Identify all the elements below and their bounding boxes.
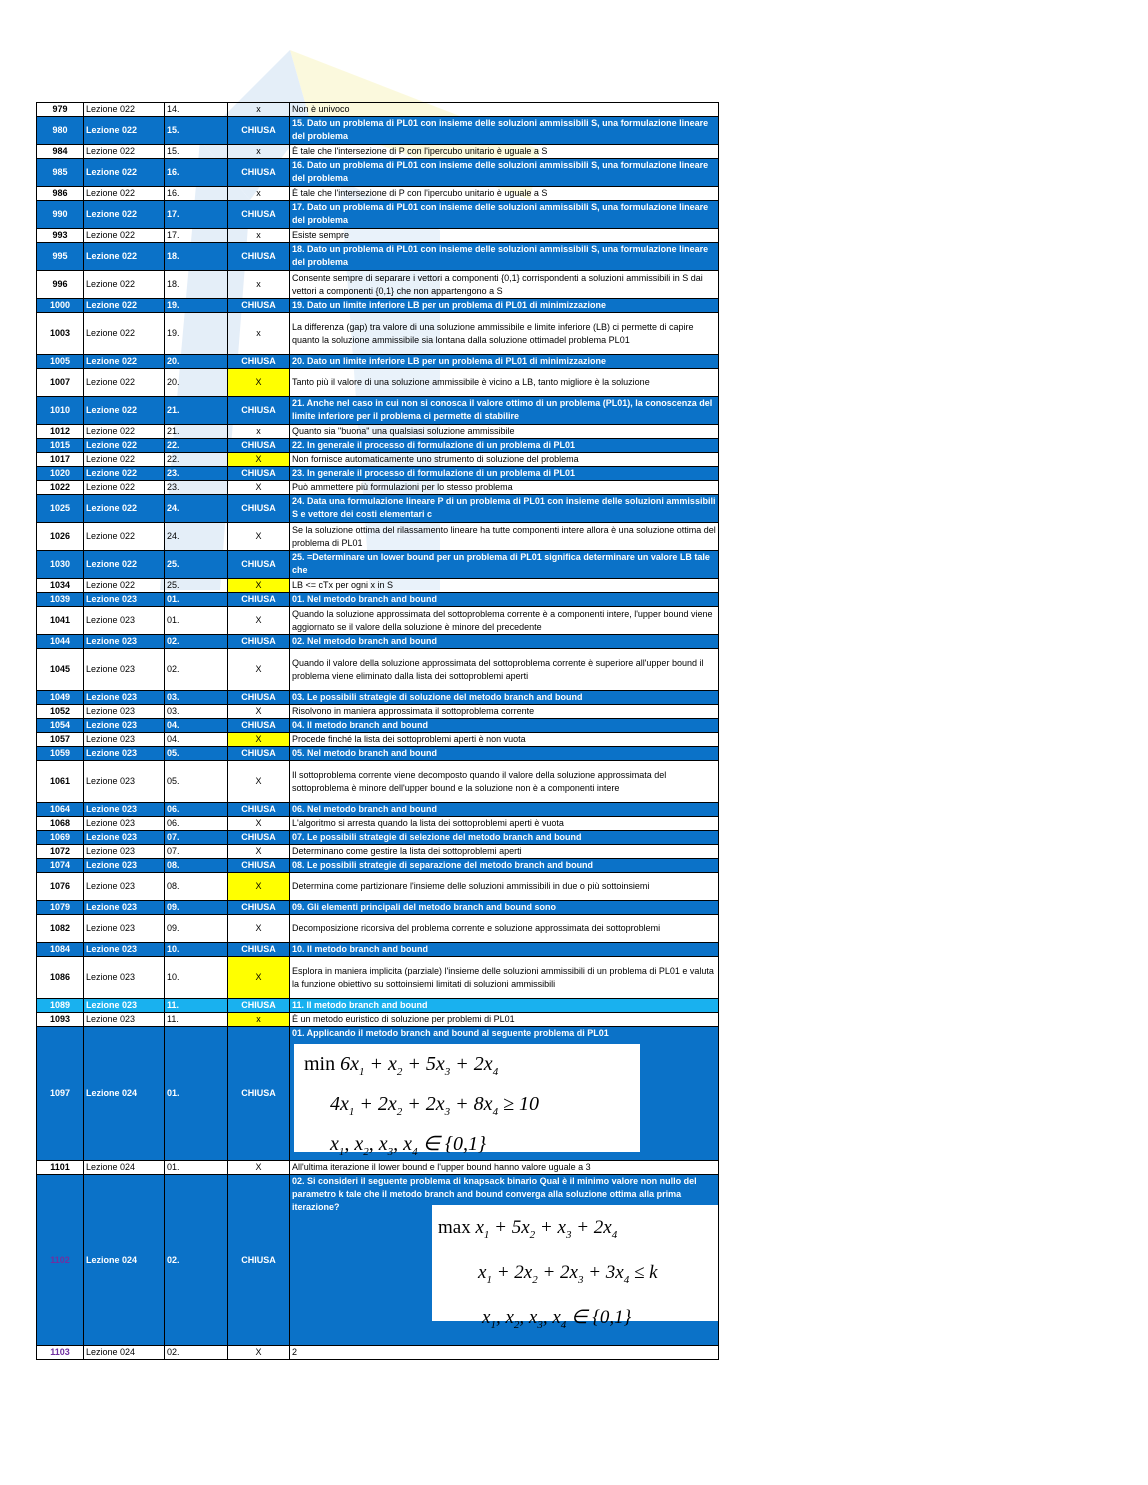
question-number: 08.: [165, 873, 228, 901]
mark-cell: x: [228, 187, 290, 201]
answer-row: [37, 313, 719, 355]
row-number: 1034: [37, 579, 84, 593]
mark-cell: CHIUSA: [228, 201, 290, 229]
text-cell: 17. Dato un problema di PL01 con insieme delle soluzioni ammissibili S, una formulazione lineare del problema: [290, 201, 719, 229]
mark-cell: X: [228, 1346, 290, 1360]
question-number: 05.: [165, 761, 228, 803]
question-number: 07.: [165, 845, 228, 859]
text-cell: 22. In generale il processo di formulazione di un problema di PL01: [290, 439, 719, 453]
answer-row: [37, 915, 719, 943]
mark-cell: X: [228, 761, 290, 803]
lesson-cell: Lezione 022: [84, 229, 165, 243]
row-number: 1093: [37, 1013, 84, 1027]
mark-cell: CHIUSA: [228, 943, 290, 957]
question-number: 16.: [165, 159, 228, 187]
mark-cell: X: [228, 957, 290, 999]
question-row: [37, 117, 719, 145]
mark-cell: x: [228, 425, 290, 439]
question-number: 01.: [165, 607, 228, 635]
text-cell: LB <= cTx per ogni x in S: [290, 579, 719, 593]
lesson-cell: Lezione 023: [84, 705, 165, 719]
text-cell: È tale che l'intersezione di P con l'ipercubo unitario è uguale a S: [290, 187, 719, 201]
question-row: [37, 397, 719, 425]
text-cell: 19. Dato un limite inferiore LB per un problema di PL01 di minimizzazione: [290, 299, 719, 313]
row-number: 1010: [37, 397, 84, 425]
text-cell: 2: [290, 1346, 719, 1360]
question-row: [37, 943, 719, 957]
lesson-cell: Lezione 022: [84, 439, 165, 453]
answer-row: [37, 453, 719, 467]
mark-cell: CHIUSA: [228, 397, 290, 425]
mark-cell: CHIUSA: [228, 551, 290, 579]
text-cell: 20. Dato un limite inferiore LB per un problema di PL01 di minimizzazione: [290, 355, 719, 369]
mark-cell: X: [228, 369, 290, 397]
lesson-cell: Lezione 023: [84, 999, 165, 1013]
row-number: 1082: [37, 915, 84, 943]
question-number: 02.: [165, 1175, 228, 1346]
row-number: 980: [37, 117, 84, 145]
text-cell: 07. Le possibili strategie di selezione del metodo branch and bound: [290, 831, 719, 845]
mark-cell: X: [228, 915, 290, 943]
row-number: 1086: [37, 957, 84, 999]
lesson-cell: Lezione 022: [84, 117, 165, 145]
mark-cell: CHIUSA: [228, 439, 290, 453]
text-cell: 18. Dato un problema di PL01 con insieme delle soluzioni ammissibili S, una formulazione lineare del problema: [290, 243, 719, 271]
question-row: [37, 691, 719, 705]
mark-cell: CHIUSA: [228, 467, 290, 481]
answer-row: [37, 1346, 719, 1360]
row-number: 1074: [37, 859, 84, 873]
row-number: 986: [37, 187, 84, 201]
lesson-cell: Lezione 023: [84, 957, 165, 999]
answer-row: [37, 1013, 719, 1027]
question-number: 11.: [165, 999, 228, 1013]
question-number: 03.: [165, 691, 228, 705]
lesson-cell: Lezione 023: [84, 1013, 165, 1027]
text-cell: 24. Data una formulazione lineare P di un problema di PL01 con insieme delle soluzioni ammissibili S e vettore dei costi elementari c: [290, 495, 719, 523]
question-number: 20.: [165, 369, 228, 397]
mark-cell: X: [228, 523, 290, 551]
text-cell: Determina come partizionare l'insieme delle soluzioni ammissibili in due o più sottoinsiemi: [290, 873, 719, 901]
text-cell: 15. Dato un problema di PL01 con insieme delle soluzioni ammissibili S, una formulazione lineare del problema: [290, 117, 719, 145]
question-row: [37, 495, 719, 523]
question-row: [37, 859, 719, 873]
mark-cell: X: [228, 1161, 290, 1175]
lesson-cell: Lezione 023: [84, 691, 165, 705]
mark-cell: CHIUSA: [228, 243, 290, 271]
lesson-cell: Lezione 024: [84, 1161, 165, 1175]
mark-cell: CHIUSA: [228, 1175, 290, 1346]
text-cell: Quanto sia "buona" una qualsiasi soluzione ammissibile: [290, 425, 719, 439]
lesson-cell: Lezione 022: [84, 159, 165, 187]
answer-row: [37, 607, 719, 635]
text-cell: Consente sempre di separare i vettori a componenti {0,1} corrispondenti a soluzioni ammissibili in S dai vettori a componenti {0,1} che non appartengono a S: [290, 271, 719, 299]
question-number: 17.: [165, 229, 228, 243]
lesson-cell: Lezione 024: [84, 1175, 165, 1346]
mark-cell: x: [228, 313, 290, 355]
row-number: 1064: [37, 803, 84, 817]
text-cell: Determinano come gestire la lista dei sottoproblemi aperti: [290, 845, 719, 859]
text-cell: [290, 1175, 719, 1346]
question-row: [37, 901, 719, 915]
question-number: 15.: [165, 145, 228, 159]
row-number: 1030: [37, 551, 84, 579]
text-cell: 05. Nel metodo branch and bound: [290, 747, 719, 761]
mark-cell: X: [228, 705, 290, 719]
mark-cell: CHIUSA: [228, 635, 290, 649]
question-number: 02.: [165, 1346, 228, 1360]
row-number: 1022: [37, 481, 84, 495]
answer-row: [37, 873, 719, 901]
mark-cell: x: [228, 229, 290, 243]
answer-row: [37, 733, 719, 747]
row-number: 985: [37, 159, 84, 187]
lesson-cell: Lezione 022: [84, 201, 165, 229]
question-row: [37, 635, 719, 649]
text-cell: Decomposizione ricorsiva del problema corrente e soluzione approssimata dei sottoproblemi: [290, 915, 719, 943]
answer-row: [37, 481, 719, 495]
question-number: 24.: [165, 495, 228, 523]
mark-cell: CHIUSA: [228, 901, 290, 915]
question-row: [37, 355, 719, 369]
mark-cell: X: [228, 453, 290, 467]
row-number: 1084: [37, 943, 84, 957]
lesson-cell: Lezione 023: [84, 803, 165, 817]
row-number: 1079: [37, 901, 84, 915]
lesson-cell: Lezione 023: [84, 859, 165, 873]
quiz-table: [36, 102, 719, 1360]
question-row: [37, 1175, 719, 1346]
answer-row: [37, 425, 719, 439]
question-row: [37, 201, 719, 229]
question-number: 06.: [165, 803, 228, 817]
lesson-cell: Lezione 022: [84, 103, 165, 117]
lesson-cell: Lezione 022: [84, 467, 165, 481]
lesson-cell: Lezione 023: [84, 635, 165, 649]
question-number: 22.: [165, 453, 228, 467]
lesson-cell: Lezione 022: [84, 551, 165, 579]
question-number: 22.: [165, 439, 228, 453]
question-number: 09.: [165, 901, 228, 915]
question-number: 19.: [165, 313, 228, 355]
answer-row: [37, 187, 719, 201]
mark-cell: x: [228, 1013, 290, 1027]
text-cell: Esplora in maniera implicita (parziale) l'insieme delle soluzioni ammissibili di un problema di PL01 e valuta la funzione obiettivo su sottoinsiemi limitati di soluzioni ammissibili: [290, 957, 719, 999]
row-number: 1015: [37, 439, 84, 453]
text-cell: 09. Gli elementi principali del metodo branch and bound sono: [290, 901, 719, 915]
question-row: [37, 831, 719, 845]
question-number: 11.: [165, 1013, 228, 1027]
row-number: 1054: [37, 719, 84, 733]
mark-cell: CHIUSA: [228, 117, 290, 145]
question-number: 20.: [165, 355, 228, 369]
lesson-cell: Lezione 023: [84, 719, 165, 733]
row-number: 1041: [37, 607, 84, 635]
text-cell: 01. Nel metodo branch and bound: [290, 593, 719, 607]
answer-row: [37, 523, 719, 551]
text-cell: Il sottoproblema corrente viene decomposto quando il valore della soluzione approssimata del sottoproblema è minore dell'upper bound e la soluzione non è a componenti intere: [290, 761, 719, 803]
lesson-cell: Lezione 022: [84, 425, 165, 439]
text-cell: 08. Le possibili strategie di separazione del metodo branch and bound: [290, 859, 719, 873]
row-number: 995: [37, 243, 84, 271]
lesson-cell: Lezione 022: [84, 481, 165, 495]
row-number: 984: [37, 145, 84, 159]
mark-cell: x: [228, 103, 290, 117]
text-cell: 06. Nel metodo branch and bound: [290, 803, 719, 817]
question-number: 01.: [165, 1027, 228, 1161]
row-number: 979: [37, 103, 84, 117]
mark-cell: CHIUSA: [228, 747, 290, 761]
question-row: [37, 243, 719, 271]
row-number: 1076: [37, 873, 84, 901]
lesson-cell: Lezione 022: [84, 313, 165, 355]
question-number: 18.: [165, 271, 228, 299]
row-number: 993: [37, 229, 84, 243]
row-number: 1101: [37, 1161, 84, 1175]
lesson-cell: Lezione 023: [84, 901, 165, 915]
lesson-cell: Lezione 023: [84, 593, 165, 607]
mark-cell: CHIUSA: [228, 691, 290, 705]
lesson-cell: Lezione 022: [84, 355, 165, 369]
question-number: 03.: [165, 705, 228, 719]
row-number: 1059: [37, 747, 84, 761]
lesson-cell: Lezione 023: [84, 649, 165, 691]
row-number: 1000: [37, 299, 84, 313]
question-number: 08.: [165, 859, 228, 873]
lesson-cell: Lezione 022: [84, 523, 165, 551]
mark-cell: CHIUSA: [228, 719, 290, 733]
mark-cell: CHIUSA: [228, 803, 290, 817]
lesson-cell: Lezione 022: [84, 369, 165, 397]
text-cell: Può ammettere più formulazioni per lo stesso problema: [290, 481, 719, 495]
mark-cell: X: [228, 607, 290, 635]
question-row: [37, 1027, 719, 1161]
text-cell: 04. Il metodo branch and bound: [290, 719, 719, 733]
row-number: 1039: [37, 593, 84, 607]
row-number: 1005: [37, 355, 84, 369]
lesson-cell: Lezione 023: [84, 915, 165, 943]
mark-cell: X: [228, 649, 290, 691]
row-number: 1020: [37, 467, 84, 481]
mark-cell: X: [228, 579, 290, 593]
answer-row: [37, 957, 719, 999]
lesson-cell: Lezione 022: [84, 243, 165, 271]
mark-cell: CHIUSA: [228, 1027, 290, 1161]
text-cell: 10. Il metodo branch and bound: [290, 943, 719, 957]
lesson-cell: Lezione 023: [84, 845, 165, 859]
question-row: [37, 593, 719, 607]
lesson-cell: Lezione 023: [84, 607, 165, 635]
row-number: 1061: [37, 761, 84, 803]
mark-cell: CHIUSA: [228, 593, 290, 607]
mark-cell: X: [228, 817, 290, 831]
text-cell: Se la soluzione ottima del rilassamento lineare ha tutte componenti intere allora è una soluzione ottima del problema di PL01: [290, 523, 719, 551]
question-number: 09.: [165, 915, 228, 943]
text-cell: Tanto più il valore di una soluzione ammissibile è vicino a LB, tanto migliore è la soluzione: [290, 369, 719, 397]
text-cell: Procede finché la lista dei sottoproblemi aperti è non vuota: [290, 733, 719, 747]
question-number: 06.: [165, 817, 228, 831]
text-cell: 02. Nel metodo branch and bound: [290, 635, 719, 649]
question-number: 05.: [165, 747, 228, 761]
question-row: [37, 719, 719, 733]
row-number: 996: [37, 271, 84, 299]
mark-cell: x: [228, 271, 290, 299]
row-number: 1072: [37, 845, 84, 859]
answer-row: [37, 145, 719, 159]
mark-cell: CHIUSA: [228, 831, 290, 845]
lesson-cell: Lezione 022: [84, 187, 165, 201]
row-number: 1057: [37, 733, 84, 747]
question-row: [37, 747, 719, 761]
question-number: 01.: [165, 593, 228, 607]
mark-cell: CHIUSA: [228, 355, 290, 369]
text-cell: La differenza (gap) tra valore di una soluzione ammissibile e limite inferiore (LB) ci permette di capire quanto la soluzione ammissibile sia lontana dalla soluzione ottimadel problema PL01: [290, 313, 719, 355]
answer-row: [37, 649, 719, 691]
text-cell: È un metodo euristico di soluzione per problemi di PL01: [290, 1013, 719, 1027]
row-number: 1068: [37, 817, 84, 831]
answer-row: [37, 845, 719, 859]
lesson-cell: Lezione 022: [84, 397, 165, 425]
question-row: [37, 159, 719, 187]
question-number: 18.: [165, 243, 228, 271]
lesson-cell: Lezione 022: [84, 453, 165, 467]
mark-cell: X: [228, 733, 290, 747]
question-number: 23.: [165, 467, 228, 481]
question-number: 25.: [165, 579, 228, 593]
text-cell: 25. =Determinare un lower bound per un problema di PL01 significa determinare un valore LB tale che: [290, 551, 719, 579]
text-cell: Non è univoco: [290, 103, 719, 117]
lesson-cell: Lezione 024: [84, 1346, 165, 1360]
row-number: 1003: [37, 313, 84, 355]
question-number: 07.: [165, 831, 228, 845]
mark-cell: CHIUSA: [228, 999, 290, 1013]
question-number: 21.: [165, 425, 228, 439]
mark-cell: X: [228, 845, 290, 859]
question-number: 10.: [165, 943, 228, 957]
mark-cell: CHIUSA: [228, 299, 290, 313]
lesson-cell: Lezione 023: [84, 747, 165, 761]
text-cell: Risolvono in maniera approssimata il sottoproblema corrente: [290, 705, 719, 719]
row-number: 1026: [37, 523, 84, 551]
question-number: 10.: [165, 957, 228, 999]
text-cell: Non fornisce automaticamente uno strumento di soluzione del problema: [290, 453, 719, 467]
text-cell: [290, 1027, 719, 1161]
mark-cell: x: [228, 145, 290, 159]
mark-cell: CHIUSA: [228, 159, 290, 187]
question-number: 04.: [165, 733, 228, 747]
row-number: 1025: [37, 495, 84, 523]
text-cell: 21. Anche nel caso in cui non si conosca il valore ottimo di un problema (PL01), la conoscenza del limite inferiore per il problema ci permette di stabilire: [290, 397, 719, 425]
text-cell: 23. In generale il processo di formulazione di un problema di PL01: [290, 467, 719, 481]
lesson-cell: Lezione 022: [84, 299, 165, 313]
lesson-cell: Lezione 023: [84, 943, 165, 957]
formula-image-knapsack: $\max x_1 + 5x_2 + x_3 + 2x_4$ $x_1 + 2x_2 + 2x_3 + 3x_4 \le k$ $x_1$, $x_2$, $x_3$, $x_4$ ∈ {0,1}: [432, 1205, 718, 1321]
answer-row: [37, 579, 719, 593]
question-row: [37, 467, 719, 481]
text-cell: Quando il valore della soluzione approssimata del sottoproblema corrente è superiore all'upper bound il problema viene eliminato dalla lista dei sottoproblemi aperti: [290, 649, 719, 691]
lesson-cell: Lezione 024: [84, 1027, 165, 1161]
question-number: 21.: [165, 397, 228, 425]
question-number: 04.: [165, 719, 228, 733]
formula-image-min: $\min 6x_1 + x_2 + 5x_3 + 2x_4$ $4x_1 + 2x_2 + 2x_3 + 8x_4 \ge 10$ $x_1$, $x_2$, $x_3$, $x_4$ ∈ {0,1}: [294, 1044, 640, 1152]
question-row: [37, 803, 719, 817]
text-cell: Esiste sempre: [290, 229, 719, 243]
mark-cell: X: [228, 481, 290, 495]
question-row: [37, 551, 719, 579]
row-number: 1012: [37, 425, 84, 439]
row-number: 1097: [37, 1027, 84, 1161]
answer-row: [37, 705, 719, 719]
answer-row: [37, 369, 719, 397]
question-number: 25.: [165, 551, 228, 579]
text-cell: È tale che l'intersezione di P con l'ipercubo unitario è uguale a S: [290, 145, 719, 159]
lesson-cell: Lezione 023: [84, 733, 165, 747]
answer-row: [37, 271, 719, 299]
question-number: 24.: [165, 523, 228, 551]
row-number: 1069: [37, 831, 84, 845]
row-number: 1052: [37, 705, 84, 719]
lesson-cell: Lezione 022: [84, 145, 165, 159]
question-number: 14.: [165, 103, 228, 117]
question-number: 17.: [165, 201, 228, 229]
question-number: 02.: [165, 649, 228, 691]
text-cell: L'algoritmo si arresta quando la lista dei sottoproblemi aperti è vuota: [290, 817, 719, 831]
mark-cell: CHIUSA: [228, 859, 290, 873]
text-cell: Quando la soluzione approssimata del sottoproblema corrente è a componenti intere, l'upper bound viene aggiornato se il valore della soluzione è minore del precedente: [290, 607, 719, 635]
row-number: 1102: [37, 1175, 84, 1346]
question-number: 01.: [165, 1161, 228, 1175]
row-number: 1044: [37, 635, 84, 649]
answer-row: [37, 817, 719, 831]
row-number: 1089: [37, 999, 84, 1013]
row-number: 1045: [37, 649, 84, 691]
lesson-cell: Lezione 022: [84, 579, 165, 593]
row-number: 990: [37, 201, 84, 229]
row-number: 1017: [37, 453, 84, 467]
answer-row: [37, 103, 719, 117]
answer-row: [37, 761, 719, 803]
answer-row: [37, 229, 719, 243]
question-row: [37, 999, 719, 1013]
row-number: 1007: [37, 369, 84, 397]
lesson-cell: Lezione 023: [84, 817, 165, 831]
row-number: 1103: [37, 1346, 84, 1360]
lesson-cell: Lezione 023: [84, 831, 165, 845]
question-number: 16.: [165, 187, 228, 201]
lesson-cell: Lezione 023: [84, 873, 165, 901]
question-number: 15.: [165, 117, 228, 145]
lesson-cell: Lezione 022: [84, 271, 165, 299]
text-cell: 16. Dato un problema di PL01 con insieme delle soluzioni ammissibili S, una formulazione lineare del problema: [290, 159, 719, 187]
question-text: 01. Applicando il metodo branch and bound al seguente problema di PL01: [292, 1028, 609, 1038]
mark-cell: CHIUSA: [228, 495, 290, 523]
answer-row: [37, 1161, 719, 1175]
question-number: 02.: [165, 635, 228, 649]
text-cell: All'ultima iterazione il lower bound e l'upper bound hanno valore uguale a 3: [290, 1161, 719, 1175]
lesson-cell: Lezione 022: [84, 495, 165, 523]
mark-cell: X: [228, 873, 290, 901]
row-number: 1049: [37, 691, 84, 705]
question-number: 23.: [165, 481, 228, 495]
text-cell: 11. Il metodo branch and bound: [290, 999, 719, 1013]
question-text: 02. Si consideri il seguente problema di knapsack binario Qual è il minimo valore non nullo del parametro k tale che il metodo branch and bound converga alla soluzione ottima alla prima iterazione?: [292, 1176, 697, 1212]
question-row: [37, 299, 719, 313]
question-number: 19.: [165, 299, 228, 313]
text-cell: 03. Le possibili strategie di soluzione del metodo branch and bound: [290, 691, 719, 705]
lesson-cell: Lezione 023: [84, 761, 165, 803]
question-row: [37, 439, 719, 453]
